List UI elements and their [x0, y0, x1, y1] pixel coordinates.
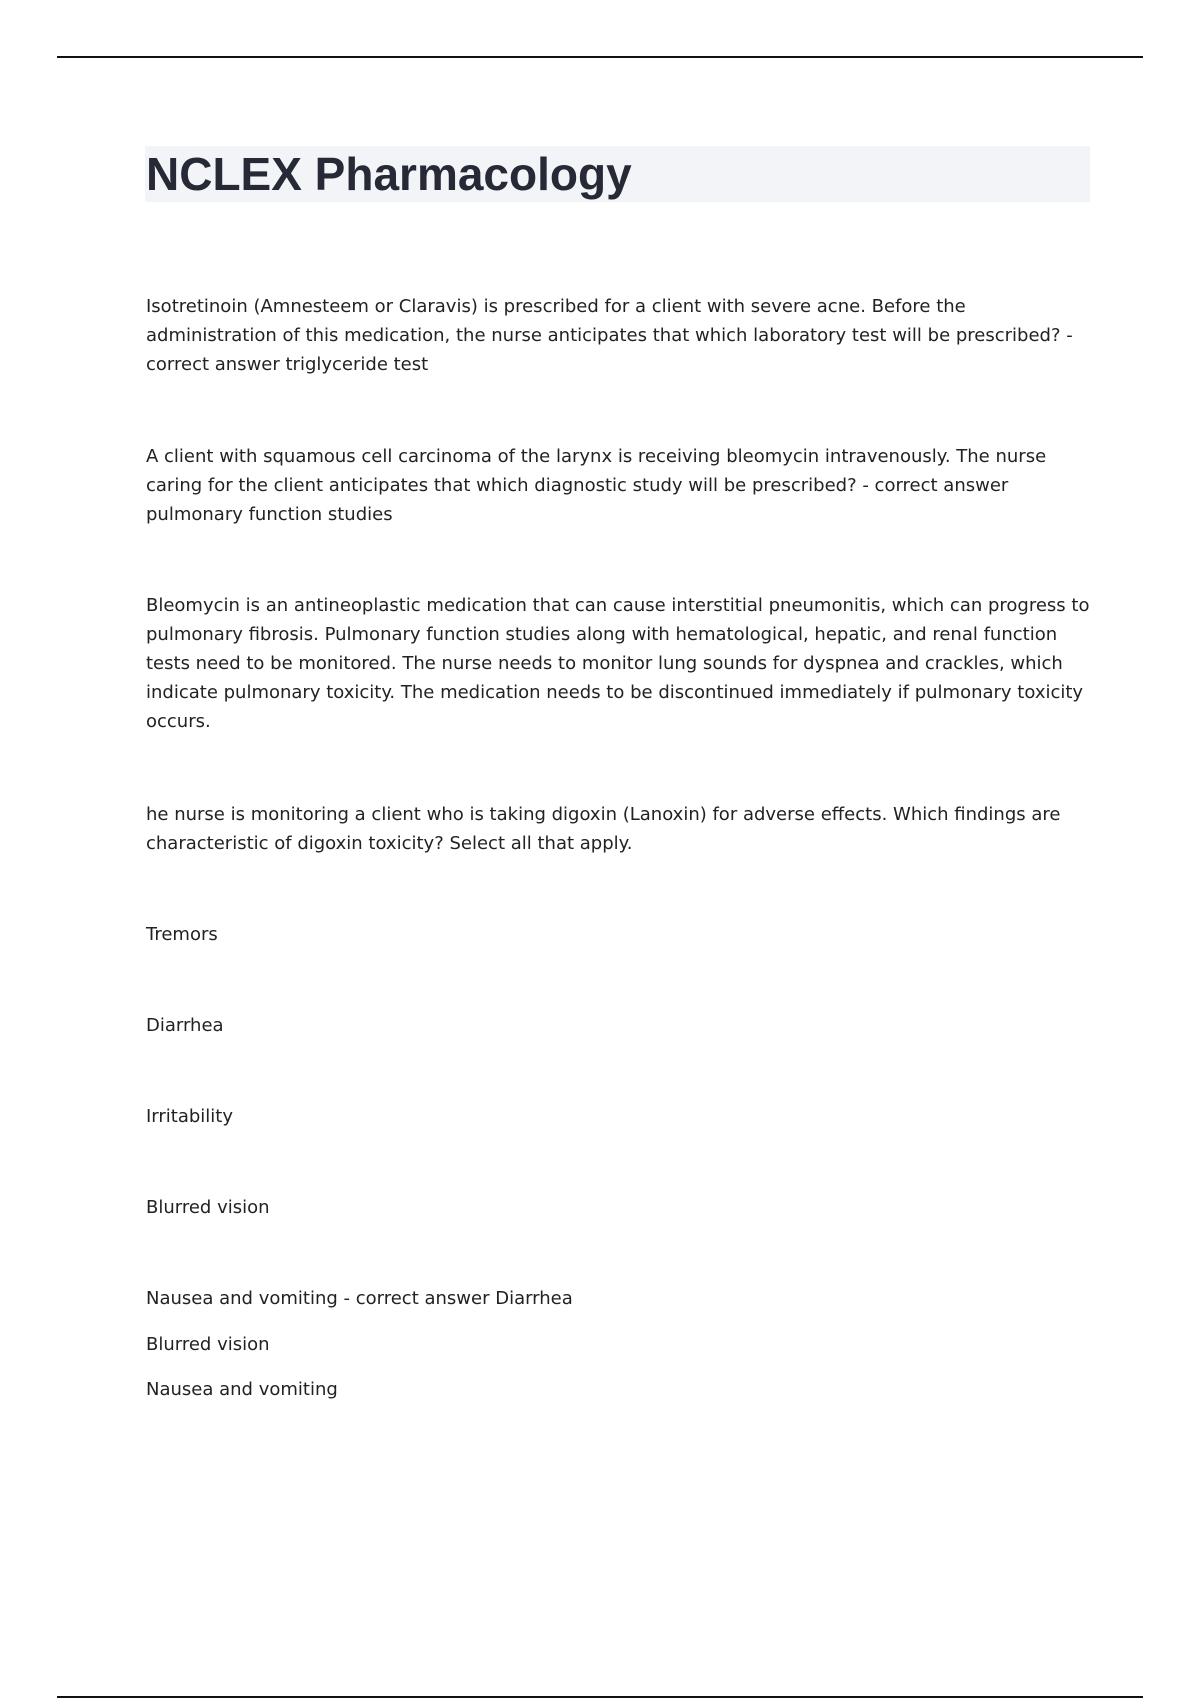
top-divider: [57, 56, 1143, 58]
paragraph-isotretinoin: Isotretinoin (Amnesteem or Claravis) is prescribed for a client with severe acne. Before the administration of this medication, the nurse anticipates that which laboratory test will be prescribed? - correct answer triglyceride test: [146, 296, 1073, 375]
paragraph-bleomycin-rationale: Bleomycin is an antineoplastic medication that can cause interstitial pneumonitis, which can progress to pulmonary fibrosis. Pulmonary function studies along with hematological, hepatic, and renal function tests need to be monitored. The nurse needs to monitor lung sounds for dyspnea and crackles, which indicate pulmonary toxicity. The medication needs to be discontinued immediately if pulmonary toxicity occurs.: [146, 595, 1090, 732]
option-item: Tremors: [146, 924, 218, 945]
answer-line: Nausea and vomiting: [146, 1379, 338, 1400]
document-title: NCLEX Pharmacology: [146, 148, 632, 200]
paragraph-digoxin-question: he nurse is monitoring a client who is taking digoxin (Lanoxin) for adverse effects. Which findings are characteristic of digoxin toxicity? Select all that apply.: [146, 804, 1061, 854]
option-item-with-answer: Nausea and vomiting - correct answer Diarrhea: [146, 1288, 573, 1309]
option-item: Diarrhea: [146, 1015, 224, 1036]
option-item: Irritability: [146, 1106, 234, 1127]
paragraph-bleomycin-question: A client with squamous cell carcinoma of the larynx is receiving bleomycin intravenously. The nurse caring for the client anticipates that which diagnostic study will be prescribed? - correct answer pulmonary function studies: [146, 446, 1047, 525]
bottom-divider: [57, 1696, 1143, 1698]
option-item: Blurred vision: [146, 1197, 270, 1218]
answer-line: Blurred vision: [146, 1334, 270, 1355]
